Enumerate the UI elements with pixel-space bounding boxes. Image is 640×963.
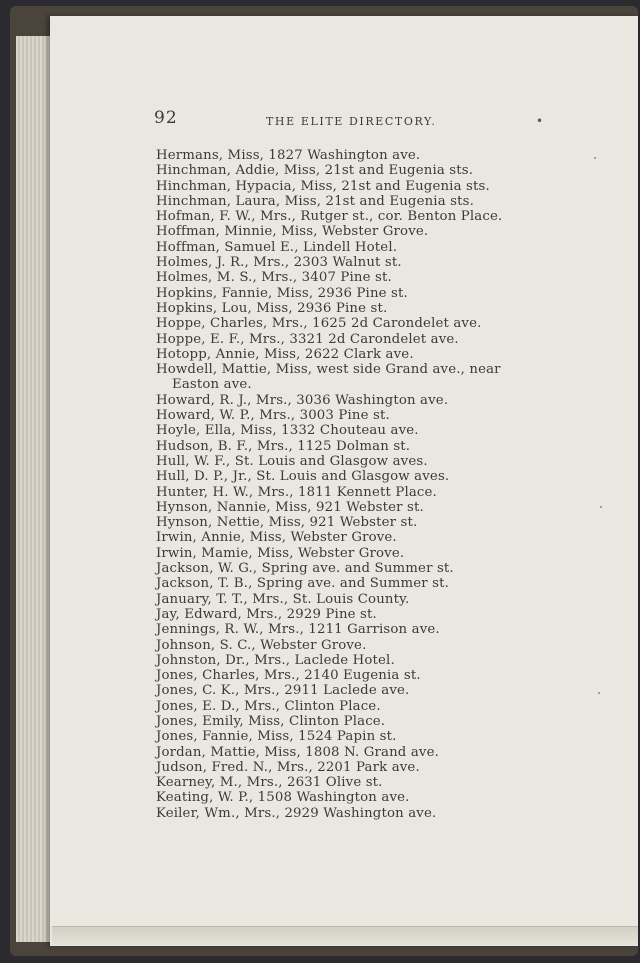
directory-entry: Hinchman, Laura, Miss, 21st and Eugenia sts. (156, 193, 474, 209)
ink-mark: • (536, 114, 544, 128)
directory-entry: Hudson, B. F., Mrs., 1125 Dolman st. (156, 438, 411, 454)
directory-entry: Hoffman, Minnie, Miss, Webster Grove. (156, 224, 429, 240)
directory-entry: Johnston, Dr., Mrs., Laclede Hotel. (156, 652, 395, 668)
directory-entries (156, 148, 556, 821)
directory-entry: Jones, C. K., Mrs., 2911 Laclede ave. (156, 683, 410, 699)
directory-entry: Hynson, Nannie, Miss, 921 Webster st. (156, 499, 424, 515)
directory-entry: Holmes, M. S., Mrs., 3407 Pine st. (156, 270, 392, 286)
directory-entry: Hoyle, Ella, Miss, 1332 Chouteau ave. (156, 423, 419, 439)
directory-entry: Keating, W. P., 1508 Washington ave. (156, 790, 410, 806)
directory-entry: Howard, R. J., Mrs., 3036 Washington ave. (156, 392, 449, 408)
directory-entry: Hermans, Miss, 1827 Washington ave. (156, 148, 421, 163)
directory-entry: Howard, W. P., Mrs., 3003 Pine st. (156, 408, 390, 424)
directory-entry: Hinchman, Addie, Miss, 21st and Eugenia sts. (156, 163, 474, 179)
directory-entry: Hoppe, Charles, Mrs., 1625 2d Carondelet ave. (156, 316, 482, 332)
directory-entry: Irwin, Mamie, Miss, Webster Grove. (156, 545, 405, 561)
directory-entry: Hopkins, Fannie, Miss, 2936 Pine st. (156, 285, 408, 301)
directory-entry: Hotopp, Annie, Miss, 2622 Clark ave. (156, 346, 414, 362)
page-bottom-edge (52, 926, 638, 945)
directory-entry: Holmes, J. R., Mrs., 2303 Walnut st. (156, 255, 402, 271)
directory-entry: Jennings, R. W., Mrs., 1211 Garrison ave. (156, 622, 440, 638)
directory-entry: Hofman, F. W., Mrs., Rutger st., cor. Benton Place. (156, 209, 503, 225)
directory-entry: Hinchman, Hypacia, Miss, 21st and Eugenia sts. (156, 178, 490, 194)
directory-entry: Jones, E. D., Mrs., Clinton Place. (156, 698, 381, 714)
directory-entry: Jordan, Mattie, Miss, 1808 N. Grand ave. (156, 744, 439, 760)
directory-entry: Jones, Fannie, Miss, 1524 Papin st. (156, 729, 397, 745)
directory-entry: Hynson, Nettie, Miss, 921 Webster st. (156, 515, 418, 531)
directory-entry: Keiler, Wm., Mrs., 2929 Washington ave. (156, 805, 437, 821)
paper-speck (598, 692, 600, 694)
running-title: THE ELITE DIRECTORY. (266, 115, 437, 128)
paper-speck (600, 506, 602, 508)
directory-entry: Jones, Charles, Mrs., 2140 Eugenia st. (156, 668, 421, 684)
directory-entry: Hoppe, E. F., Mrs., 3321 2d Carondelet ave. (156, 331, 459, 347)
paper-speck (594, 157, 596, 159)
page-number: 92 (154, 108, 178, 128)
directory-entry: January, T. T., Mrs., St. Louis County. (156, 591, 410, 607)
directory-entry: Irwin, Annie, Miss, Webster Grove. (156, 530, 397, 546)
directory-entry: Judson, Fred. N., Mrs., 2201 Park ave. (156, 759, 420, 775)
directory-entry: Jackson, W. G., Spring ave. and Summer st. (156, 561, 454, 577)
directory-entry: Hunter, H. W., Mrs., 1811 Kennett Place. (156, 484, 437, 500)
directory-entry: Johnson, S. C., Webster Grove. (156, 637, 367, 653)
directory-entry: Kearney, M., Mrs., 2631 Olive st. (156, 775, 383, 791)
directory-entry: Hull, W. F., St. Louis and Glasgow aves. (156, 453, 428, 469)
directory-entry-continuation: Easton ave. (172, 377, 252, 393)
directory-entry: Jay, Edward, Mrs., 2929 Pine st. (156, 606, 377, 622)
directory-entry: Hull, D. P., Jr., St. Louis and Glasgow aves. (156, 469, 450, 485)
directory-entry: Jones, Emily, Miss, Clinton Place. (156, 713, 386, 729)
page-header (154, 108, 544, 132)
directory-entry: Hoffman, Samuel E., Lindell Hotel. (156, 239, 398, 255)
directory-entry: Howdell, Mattie, Miss, west side Grand ave., near (156, 362, 501, 378)
directory-entry: Hopkins, Lou, Miss, 2936 Pine st. (156, 300, 388, 316)
directory-entry: Jackson, T. B., Spring ave. and Summer st. (156, 576, 449, 592)
